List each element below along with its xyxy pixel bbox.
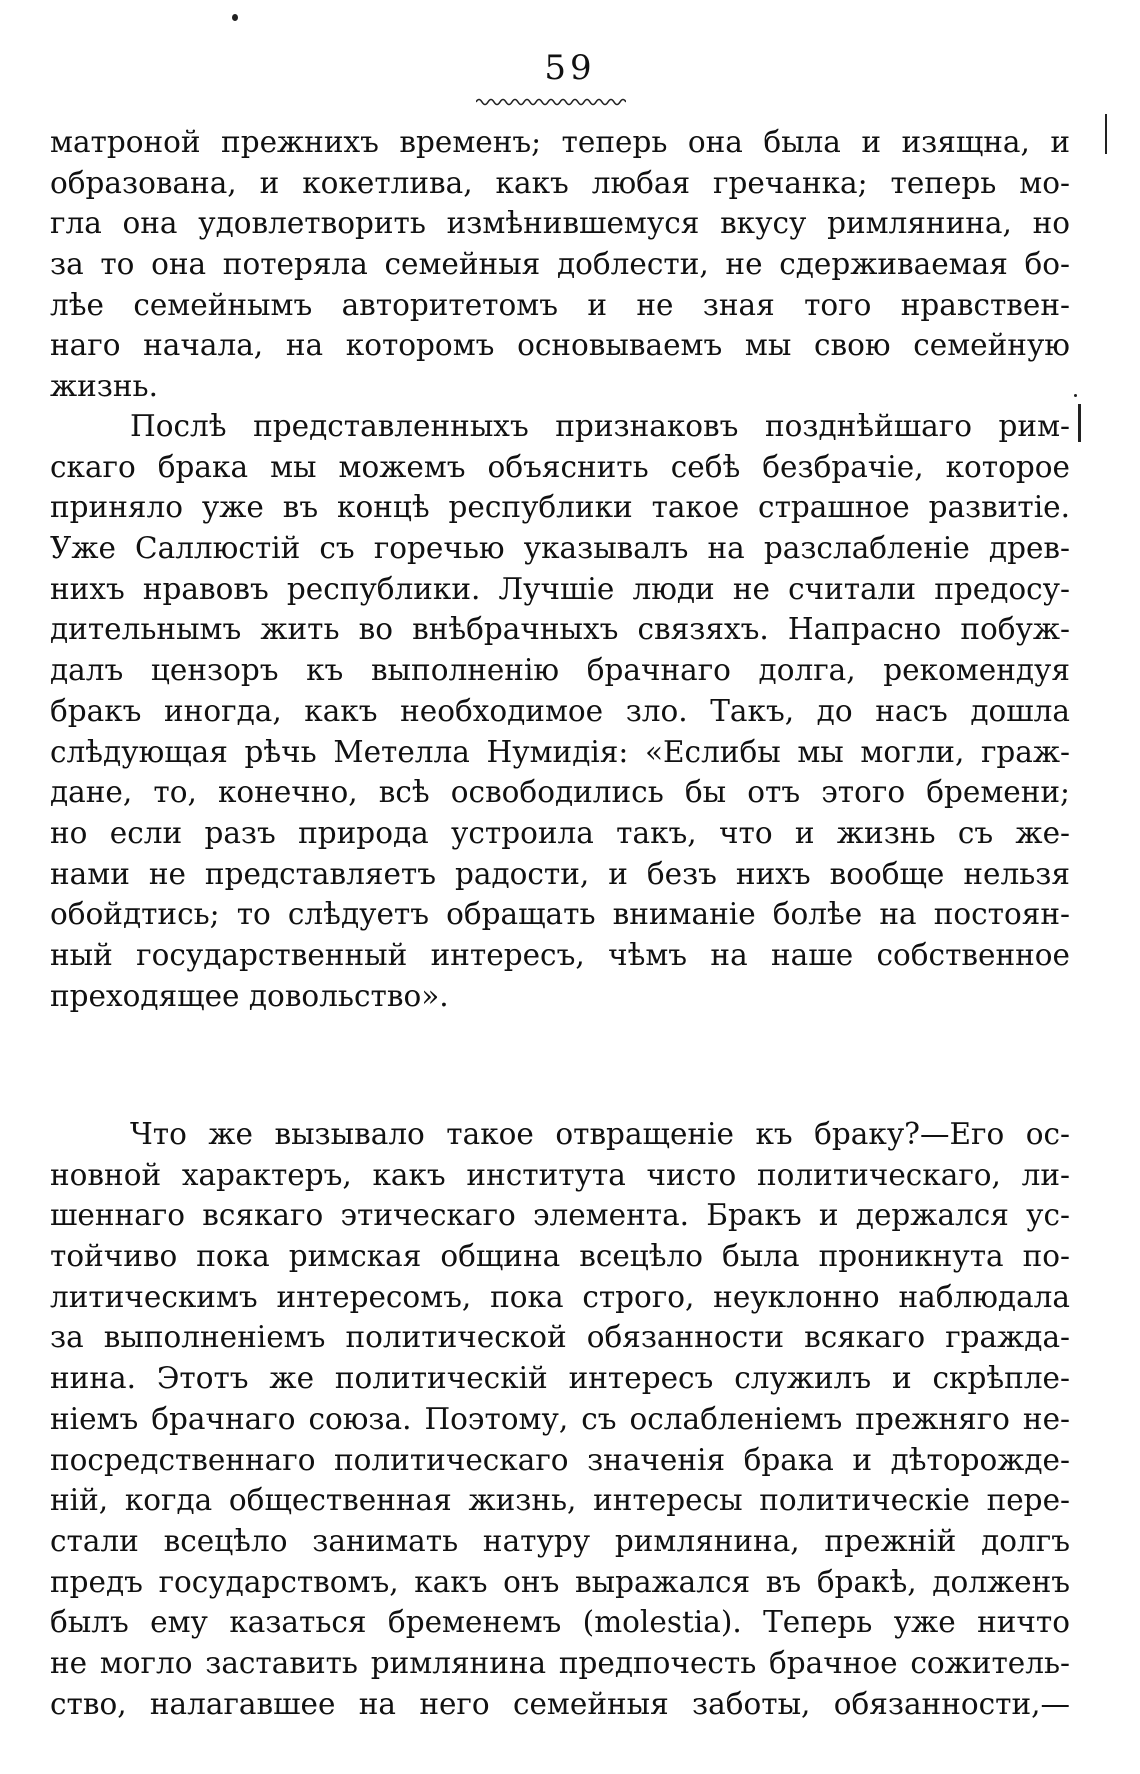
text-line: но если разъ природа устроила такъ, что и жизнь съ же-	[50, 815, 1070, 850]
text-line: нами не представляетъ радости, и безъ нихъ вообще нельзя	[50, 856, 1070, 891]
text-line: ніемъ брачнаго союза. Поэтому, съ ослабленіемъ прежняго не-	[50, 1401, 1070, 1436]
text-line: ный государственный интересъ, чѣмъ на наше собственное	[50, 937, 1070, 972]
text-line: предъ государствомъ, какъ онъ выражался въ бракѣ, долженъ	[50, 1564, 1070, 1599]
text-line: скаго брака мы можемъ объяснить себѣ безбрачіе, которое	[50, 449, 1070, 484]
text-line: литическимъ интересомъ, пока строго, неуклонно наблюдала	[50, 1279, 1070, 1314]
text-line: приняло уже въ концѣ республики такое страшное развитіе.	[50, 490, 1070, 525]
text-line: Что же вызывало такое отвращеніе къ браку?—Его ос-	[130, 1117, 1070, 1151]
scan-margin-mark	[1105, 114, 1107, 154]
text-line: стали всецѣло занимать натуру римлянина, прежній долгъ	[50, 1523, 1070, 1558]
text-line: жизнь.	[50, 369, 158, 404]
text-line: образована, и кокетлива, какъ любая гречанка; теперь мо-	[50, 165, 1070, 200]
text-line: нихъ нравовъ республики. Лучшіе люди не считали предосу-	[50, 571, 1070, 606]
text-line: не могло заставить римлянина предпочесть брачное сожитель-	[50, 1645, 1070, 1680]
text-line: бракъ иногда, какъ необходимое зло. Такъ, до насъ дошла	[50, 693, 1070, 728]
text-line: наго начала, на которомъ основываемъ мы свою семейную	[50, 328, 1070, 363]
text-line: слѣдующая рѣчь Метелла Нумидія: «Еслибы мы могли, граж-	[50, 734, 1070, 769]
text-line: за выполненіемъ политической обязанности всякаго гражда-	[50, 1320, 1070, 1355]
text-line: преходящее довольство».	[50, 978, 449, 1013]
paragraph-2	[50, 406, 1070, 1016]
text-line: матроной прежнихъ временъ; теперь она была и изящна, и	[50, 125, 1070, 159]
ornament-wavy-rule	[476, 96, 626, 108]
scan-margin-mark	[1078, 404, 1081, 442]
text-line: дительнымъ жить во внѣбрачныхъ связяхъ. Напрасно побуж-	[50, 612, 1070, 647]
text-line: новной характеръ, какъ института чисто политическаго, ли-	[50, 1157, 1070, 1192]
text-line: нина. Этотъ же политическій интересъ служилъ и скрѣпле-	[50, 1361, 1070, 1396]
text-line: тойчиво пока римская община всецѣло была проникнута по-	[50, 1239, 1070, 1274]
paragraph-3	[50, 1114, 1070, 1724]
text-line: обойдтись; то слѣдуетъ обращать вниманіе болѣе на постоян-	[50, 897, 1070, 932]
scan-speck	[1074, 394, 1077, 397]
page-number: 59	[544, 48, 596, 88]
text-line: гла она удовлетворить измѣнившемуся вкусу римлянина, но	[50, 206, 1070, 241]
text-line: шеннаго всякаго этическаго элемента. Бракъ и держался ус-	[50, 1198, 1070, 1233]
paragraph-1	[50, 122, 1070, 407]
text-line: ній, когда общественная жизнь, интересы политическіе пере-	[50, 1483, 1070, 1518]
text-line: посредственнаго политическаго значенія брака и дѣторожде-	[50, 1442, 1070, 1477]
text-line: далъ цензоръ къ выполненію брачнаго долга, рекомендуя	[50, 653, 1070, 688]
text-line: лѣе семейнымъ авторитетомъ и не зная того нравствен-	[50, 287, 1070, 322]
text-line: былъ ему казаться бременемъ (molestia). Теперь уже ничто	[50, 1605, 1070, 1640]
text-line: Уже Саллюстій съ горечью указывалъ на разслабленіе древ-	[50, 531, 1070, 566]
text-line: дане, то, конечно, всѣ освободились бы отъ этого бремени;	[50, 775, 1070, 810]
text-line: ство, налагавшее на него семейныя заботы, обязанности,—	[50, 1686, 1070, 1721]
scan-speck	[232, 14, 238, 21]
text-line: за то она потеряла семейныя доблести, не сдерживаемая бо-	[50, 247, 1070, 282]
text-line: Послѣ представленныхъ признаковъ позднѣйшаго рим-	[130, 409, 1070, 443]
